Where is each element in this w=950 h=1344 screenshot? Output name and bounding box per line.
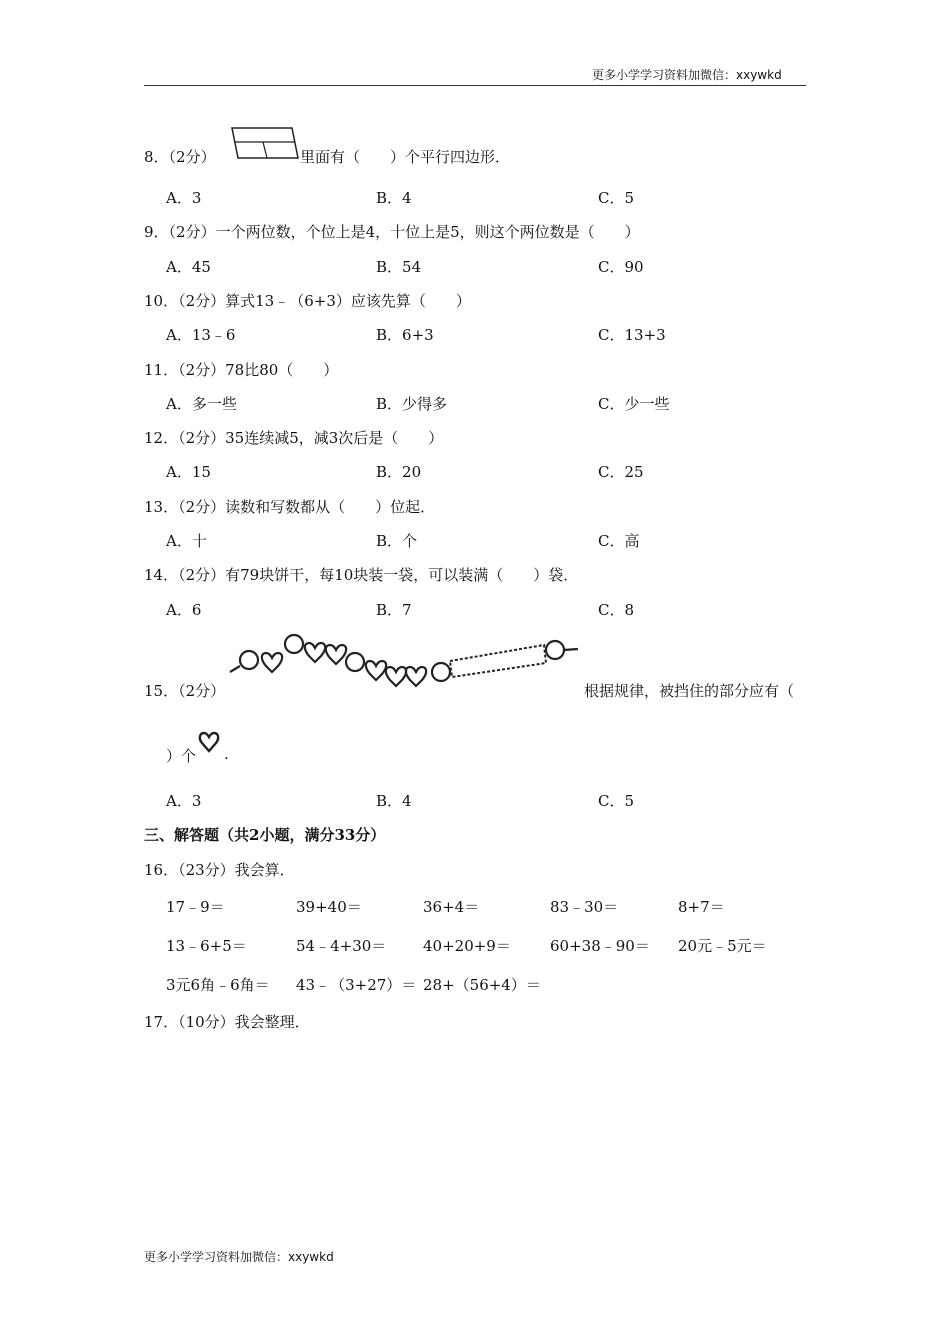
q13-option-c: C．高: [598, 532, 640, 550]
q16-expr: 13﹣6+5＝: [166, 937, 247, 955]
footer-text: 更多小学学习资料加微信：xxywkd: [144, 1250, 334, 1264]
q9-stem: 9．（2分）一个两位数，个位上是4，十位上是5，则这个两位数是（ ）: [144, 223, 640, 241]
q12-option-a: A．15: [166, 463, 211, 481]
q11-option-a: A．多一些: [166, 395, 237, 413]
q13-option-a: A．十: [166, 532, 207, 550]
q15-option-c: C．5: [598, 792, 635, 810]
q15-option-b: B．4: [376, 792, 412, 810]
q14-option-a: A．6: [166, 601, 202, 619]
q10-option-b: B．6+3: [376, 326, 434, 344]
bead-pattern-figure: [228, 628, 578, 692]
q15-number: 15．（2分）: [144, 682, 226, 700]
q12-option-c: C．25: [598, 463, 644, 481]
q8-option-c: C．5: [598, 189, 635, 207]
q12-stem: 12．（2分）35连续减5，减3次后是（ ）: [144, 429, 444, 447]
q16-expr: 20元﹣5元＝: [678, 937, 767, 955]
q13-stem: 13．（2分）读数和写数都从（ ）位起．: [144, 498, 436, 516]
q11-stem: 11．（2分）78比80（ ）: [144, 361, 339, 379]
q17-stem: 17．（10分）我会整理．: [144, 1013, 310, 1031]
q16-expr: 60+38﹣90＝: [550, 937, 650, 955]
q14-option-c: C．8: [598, 601, 635, 619]
heart-bead-icon: [198, 731, 220, 755]
q10-stem: 10．（2分）算式13﹣（6+3）应该先算（ ）: [144, 292, 471, 310]
q14-stem: 14．（2分）有79块饼干，每10块装一袋，可以装满（ ）袋．: [144, 566, 579, 584]
q15-period: .: [224, 745, 229, 763]
q16-expr: 17﹣9＝: [166, 898, 225, 916]
q12-option-b: B．20: [376, 463, 422, 481]
q16-expr: 39+40＝: [296, 898, 362, 916]
q15-option-a: A．3: [166, 792, 202, 810]
q8-stem: 里面有（ ）个平行四边形．: [300, 148, 511, 166]
q16-expr: 3元6角﹣6角＝: [166, 976, 270, 994]
parallelogram-figure: [230, 126, 300, 162]
header-rule: [144, 85, 806, 86]
q8-number: 8．（2分）: [144, 148, 216, 166]
q13-option-b: B．个: [376, 532, 418, 550]
q8-option-b: B．4: [376, 189, 412, 207]
q16-expr: 83﹣30＝: [550, 898, 619, 916]
q9-option-b: B．54: [376, 258, 422, 276]
q15-stem-right: 根据规律，被挡住的部分应有（: [584, 682, 795, 700]
q11-option-c: C．少一些: [598, 395, 670, 413]
q10-option-a: A．13﹣6: [166, 326, 236, 344]
q9-option-a: A．45: [166, 258, 211, 276]
header-text: 更多小学学习资料加微信：xxywkd: [592, 68, 782, 82]
q14-option-b: B．7: [376, 601, 412, 619]
q11-option-b: B．少得多: [376, 395, 448, 413]
q16-expr: 36+4＝: [423, 898, 480, 916]
q9-option-c: C．90: [598, 258, 644, 276]
q16-expr: 40+20+9＝: [423, 937, 511, 955]
q16-expr: 8+7＝: [678, 898, 725, 916]
q16-expr: 43﹣（3+27）＝: [296, 976, 417, 994]
q15-stem-cont: ）个: [166, 747, 197, 765]
q10-option-c: C．13+3: [598, 326, 666, 344]
q16-stem: 16．（23分）我会算．: [144, 861, 295, 879]
q8-option-a: A．3: [166, 189, 202, 207]
section-3-title: 三、解答题（共2小题，满分33分）: [144, 826, 386, 844]
q16-expr: 28+（56+4）＝: [423, 976, 541, 994]
q16-expr: 54﹣4+30＝: [296, 937, 387, 955]
